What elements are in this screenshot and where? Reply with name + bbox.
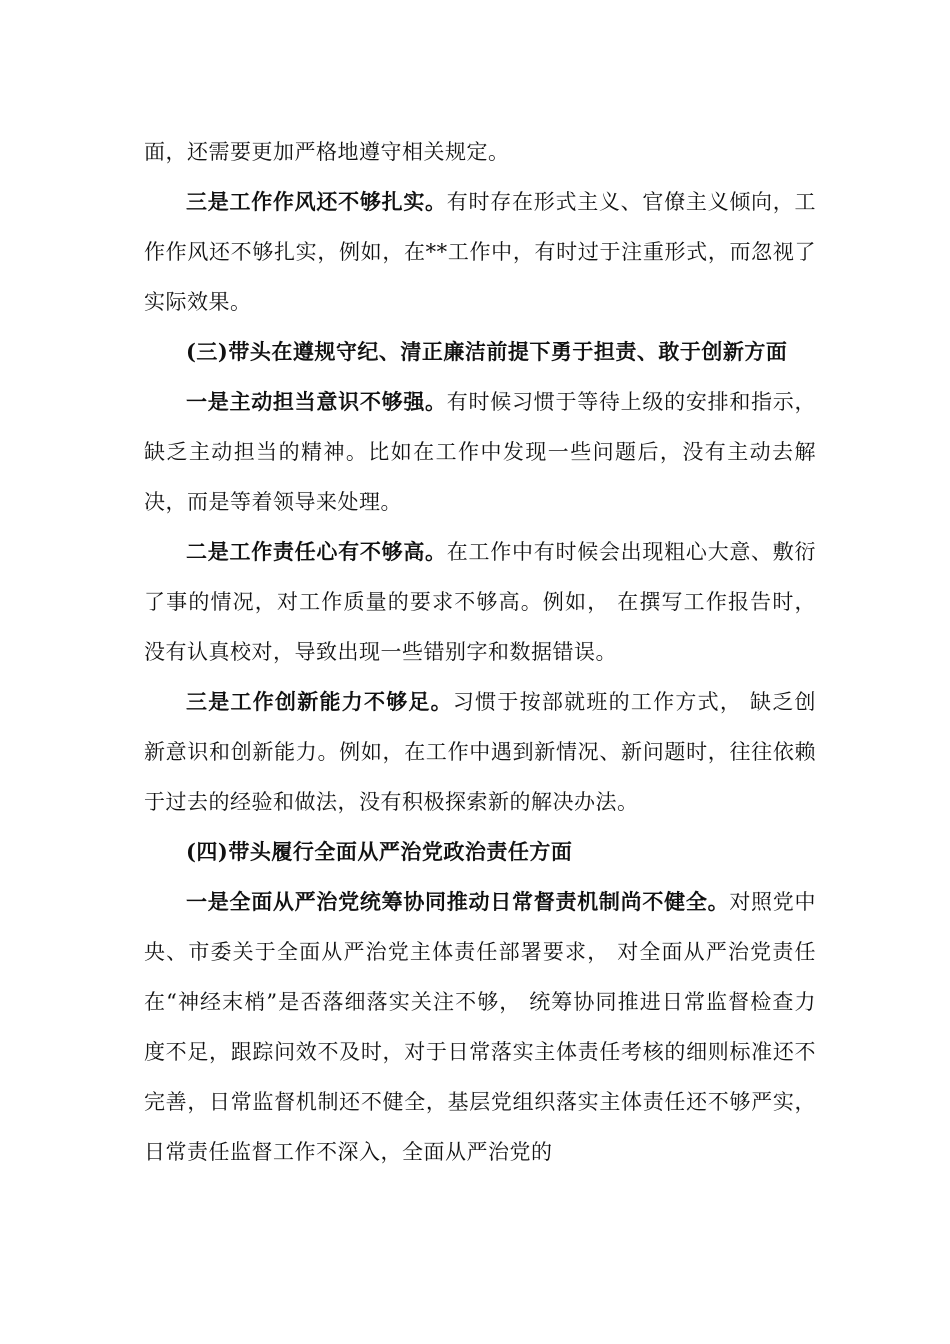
paragraph-work-style bbox=[144, 177, 816, 327]
paragraph-text: 习惯于按部就班的工作方式， 缺乏创新意识和创新能力。例如，在工作中遇到新情况、新问题时，往往依赖于过去的经验和做法，没有积极探索新的解决办法。 bbox=[144, 690, 816, 814]
paragraph-supervision bbox=[144, 877, 816, 1177]
paragraph-text: 有时存在形式主义、官僚主义倾向，工作作风还不够扎实，例如，在**工作中，有时过于注重形式，而忽视了实际效果。 bbox=[144, 190, 817, 314]
paragraph-innovation bbox=[144, 677, 816, 827]
paragraph-text: 有时候习惯于等待上级的安排和指示，缺乏主动担当的精神。比如在工作中发现一些问题后，没有主动去解决，而是等着领导来处理。 bbox=[144, 390, 817, 514]
paragraph-lead: 三是工作创新能力不够足。 bbox=[186, 689, 453, 714]
document-body bbox=[144, 127, 816, 1177]
paragraph-text: 对照党中央、市委关于全面从严治党主体责任部署要求， 对全面从严治党责任在“神经末梢”是否落细落实关注不够， 统筹协同推进日常监督检查力度不足，跟踪问效不及时，对于日常落实主体责任考核的细则标准还不完善，日常监督机制还不健全，基层党组织落实主体责任还不够严实，日常责任监督工作不深入，全面从严治党的 bbox=[144, 890, 817, 1164]
paragraph-text: 面，还需要更加严格地遵守相关规定。 bbox=[144, 140, 510, 164]
paragraph-continuation bbox=[144, 127, 816, 177]
section-heading-4: (四)带头履行全面从严治党政治责任方面 bbox=[186, 839, 573, 864]
paragraph-text: 在工作中有时候会出现粗心大意、敷衍了事的情况，对工作质量的要求不够高。例如， 在撰写工作报告时，没有认真校对，导致出现一些错别字和数据错误。 bbox=[144, 540, 817, 664]
paragraph-diligence bbox=[144, 527, 816, 677]
paragraph-lead: 二是工作责任心有不够高。 bbox=[186, 539, 447, 564]
paragraph-lead: 一是全面从严治党统筹协同推动日常督责机制尚不健全。 bbox=[186, 889, 730, 914]
paragraph-lead: 一是主动担当意识不够强。 bbox=[186, 389, 447, 414]
paragraph-responsibility bbox=[144, 377, 816, 527]
section-heading-3: (三)带头在遵规守纪、清正廉洁前提下勇于担责、敢于创新方面 bbox=[186, 339, 788, 364]
paragraph-lead: 三是工作作风还不够扎实。 bbox=[186, 189, 447, 214]
